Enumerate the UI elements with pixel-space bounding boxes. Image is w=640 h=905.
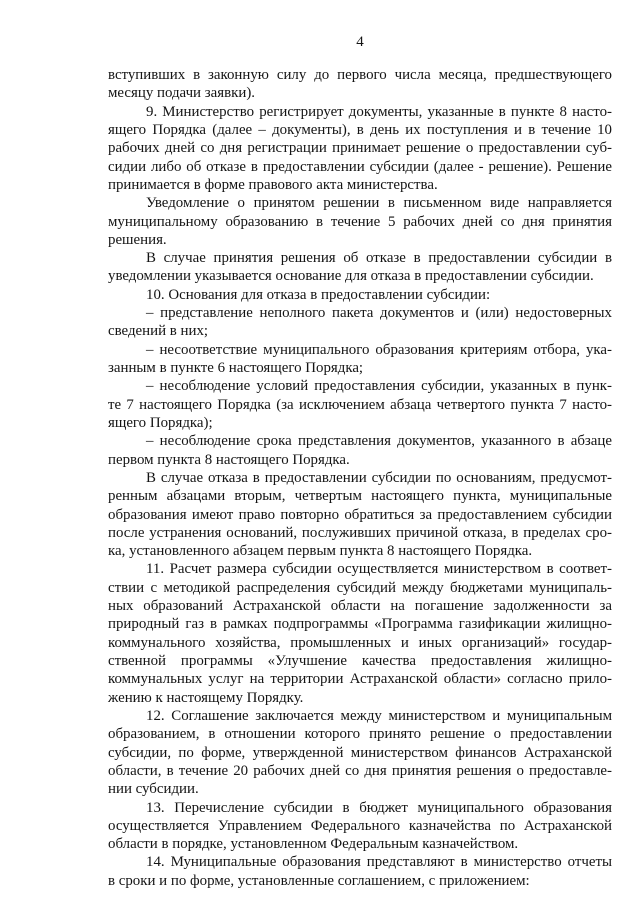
text-line: осуществляется Управлением Федерального казначейства по Астраханской [108, 817, 612, 834]
text-line: сведений в них; [108, 323, 209, 340]
text-line: образования имеют право повторно обратиться за предоставлением субсидии [108, 506, 612, 523]
text-line: ящего Порядка (далее – документы), в день их поступления и в течение 10 [108, 121, 612, 138]
paragraph-11 [108, 560, 612, 707]
text-line: 12. Соглашение заключается между министерством и муниципальным [146, 707, 612, 724]
text-line: образованием, в отношении которого принято решение о предоставлении [108, 726, 612, 743]
paragraph-12 [108, 707, 612, 799]
text-line: занным в пункте 6 настоящего Порядка; [108, 360, 364, 376]
text-line: ящего Порядка); [108, 414, 213, 431]
document-body [108, 66, 612, 890]
text-line: субсидии, по форме, утвержденной министерством финансов Астраханской [108, 744, 612, 761]
text-line: жению к настоящему Порядку. [108, 689, 304, 706]
text-line: 13. Перечисление субсидии в бюджет муниципального образования [146, 799, 612, 816]
text-line: те 7 настоящего Порядка (за исключением абзаца четвертого пункта 7 насто- [108, 396, 612, 413]
text-line: коммунальных услуг на территории Астраханской области» согласно прило- [108, 671, 612, 688]
text-line: – несоответствие муниципального образования критериям отбора, ука- [146, 341, 612, 358]
paragraph-9 [108, 103, 612, 195]
text-line: муниципальному образованию в течение 5 рабочих дней со дня принятия [108, 213, 612, 230]
text-line: коммунального хозяйства, промышленных и иных организаций» государ- [108, 634, 612, 651]
list-item-criteria-mismatch [108, 341, 612, 378]
text-line: В случае отказа в предоставлении субсидии по основаниям, предусмот- [146, 469, 612, 486]
text-line: природный газ в рамках подпрограммы «Программа газификации жилищно- [108, 616, 612, 633]
text-line: – несоблюдение срока представления документов, указанного в абзаце [146, 433, 612, 450]
text-line: 10. Основания для отказа в предоставлении субсидии: [146, 286, 491, 303]
text-line: ственной программы «Улучшение качества предоставления жилищно- [108, 653, 612, 669]
text-line: нии субсидии. [108, 781, 199, 798]
text-line: Уведомление о принятом решении в письменном виде направляется [146, 195, 612, 212]
text-line: 9. Министерство регистрирует документы, указанные в пункте 8 насто- [146, 103, 612, 120]
text-line: – представление неполного пакета документов и (или) недостоверных [146, 305, 612, 322]
list-item-deadline-nonobservance [108, 432, 612, 469]
text-line: принимается в форме правового акта министерства. [108, 176, 438, 193]
paragraph-13 [108, 799, 612, 854]
text-line: месяцу подачи заявки). [108, 85, 256, 102]
text-line: решения. [108, 231, 167, 248]
text-line: области, в течение 20 рабочих дней со дня принятия решения о предоставле- [108, 762, 612, 779]
text-line: 11. Расчет размера субсидии осуществляется министерством в соответ- [146, 561, 612, 578]
paragraph-14 [108, 853, 612, 890]
text-line: ствии с методикой распределения субсидий между бюджетами муниципаль- [108, 579, 612, 596]
text-line: ренным абзацами вторым, четвертым настоящего пункта, муниципальные [108, 488, 612, 505]
list-item-incomplete-documents [108, 304, 612, 341]
text-line: ка, установленного абзацем первым пункта 8 настоящего Порядка. [108, 543, 533, 560]
paragraph-continuation [108, 66, 612, 103]
paragraph-10 [108, 286, 612, 304]
text-line: области в порядке, установленном Федеральным казначейством. [108, 836, 519, 853]
text-line: ных образований Астраханской области на погашение задолженности за [108, 598, 612, 615]
text-line: в сроки и по форме, установленные соглашением, с приложением: [108, 872, 530, 889]
text-line: вступивших в законную силу до первого числа месяца, предшествующего [108, 67, 612, 83]
paragraph-10-reapplication [108, 469, 612, 561]
text-line: после устранения оснований, послуживших причиной отказа, в пределах сро- [108, 524, 612, 541]
text-line: 14. Муниципальные образования представляют в министерство отчеты [146, 854, 612, 871]
text-line: первом пункта 8 настоящего Порядка. [108, 451, 350, 468]
text-line: сидии либо об отказе в предоставлении субсидии (далее - решение). Решение [108, 158, 612, 175]
text-line: В случае принятия решения об отказе в предоставлении субсидии в [146, 250, 612, 267]
page-number: 4 [356, 34, 364, 50]
text-line: уведомлении указывается основание для отказа в предоставлении субсидии. [108, 268, 594, 285]
list-item-conditions-nonobservance [108, 377, 612, 432]
paragraph-9-refusal-notice [108, 249, 612, 286]
text-line: рабочих дней со дня регистрации принимает решение о предоставлении суб- [108, 140, 612, 157]
paragraph-9-notification [108, 194, 612, 249]
text-line: – несоблюдение условий предоставления субсидии, указанных в пунк- [146, 378, 612, 395]
